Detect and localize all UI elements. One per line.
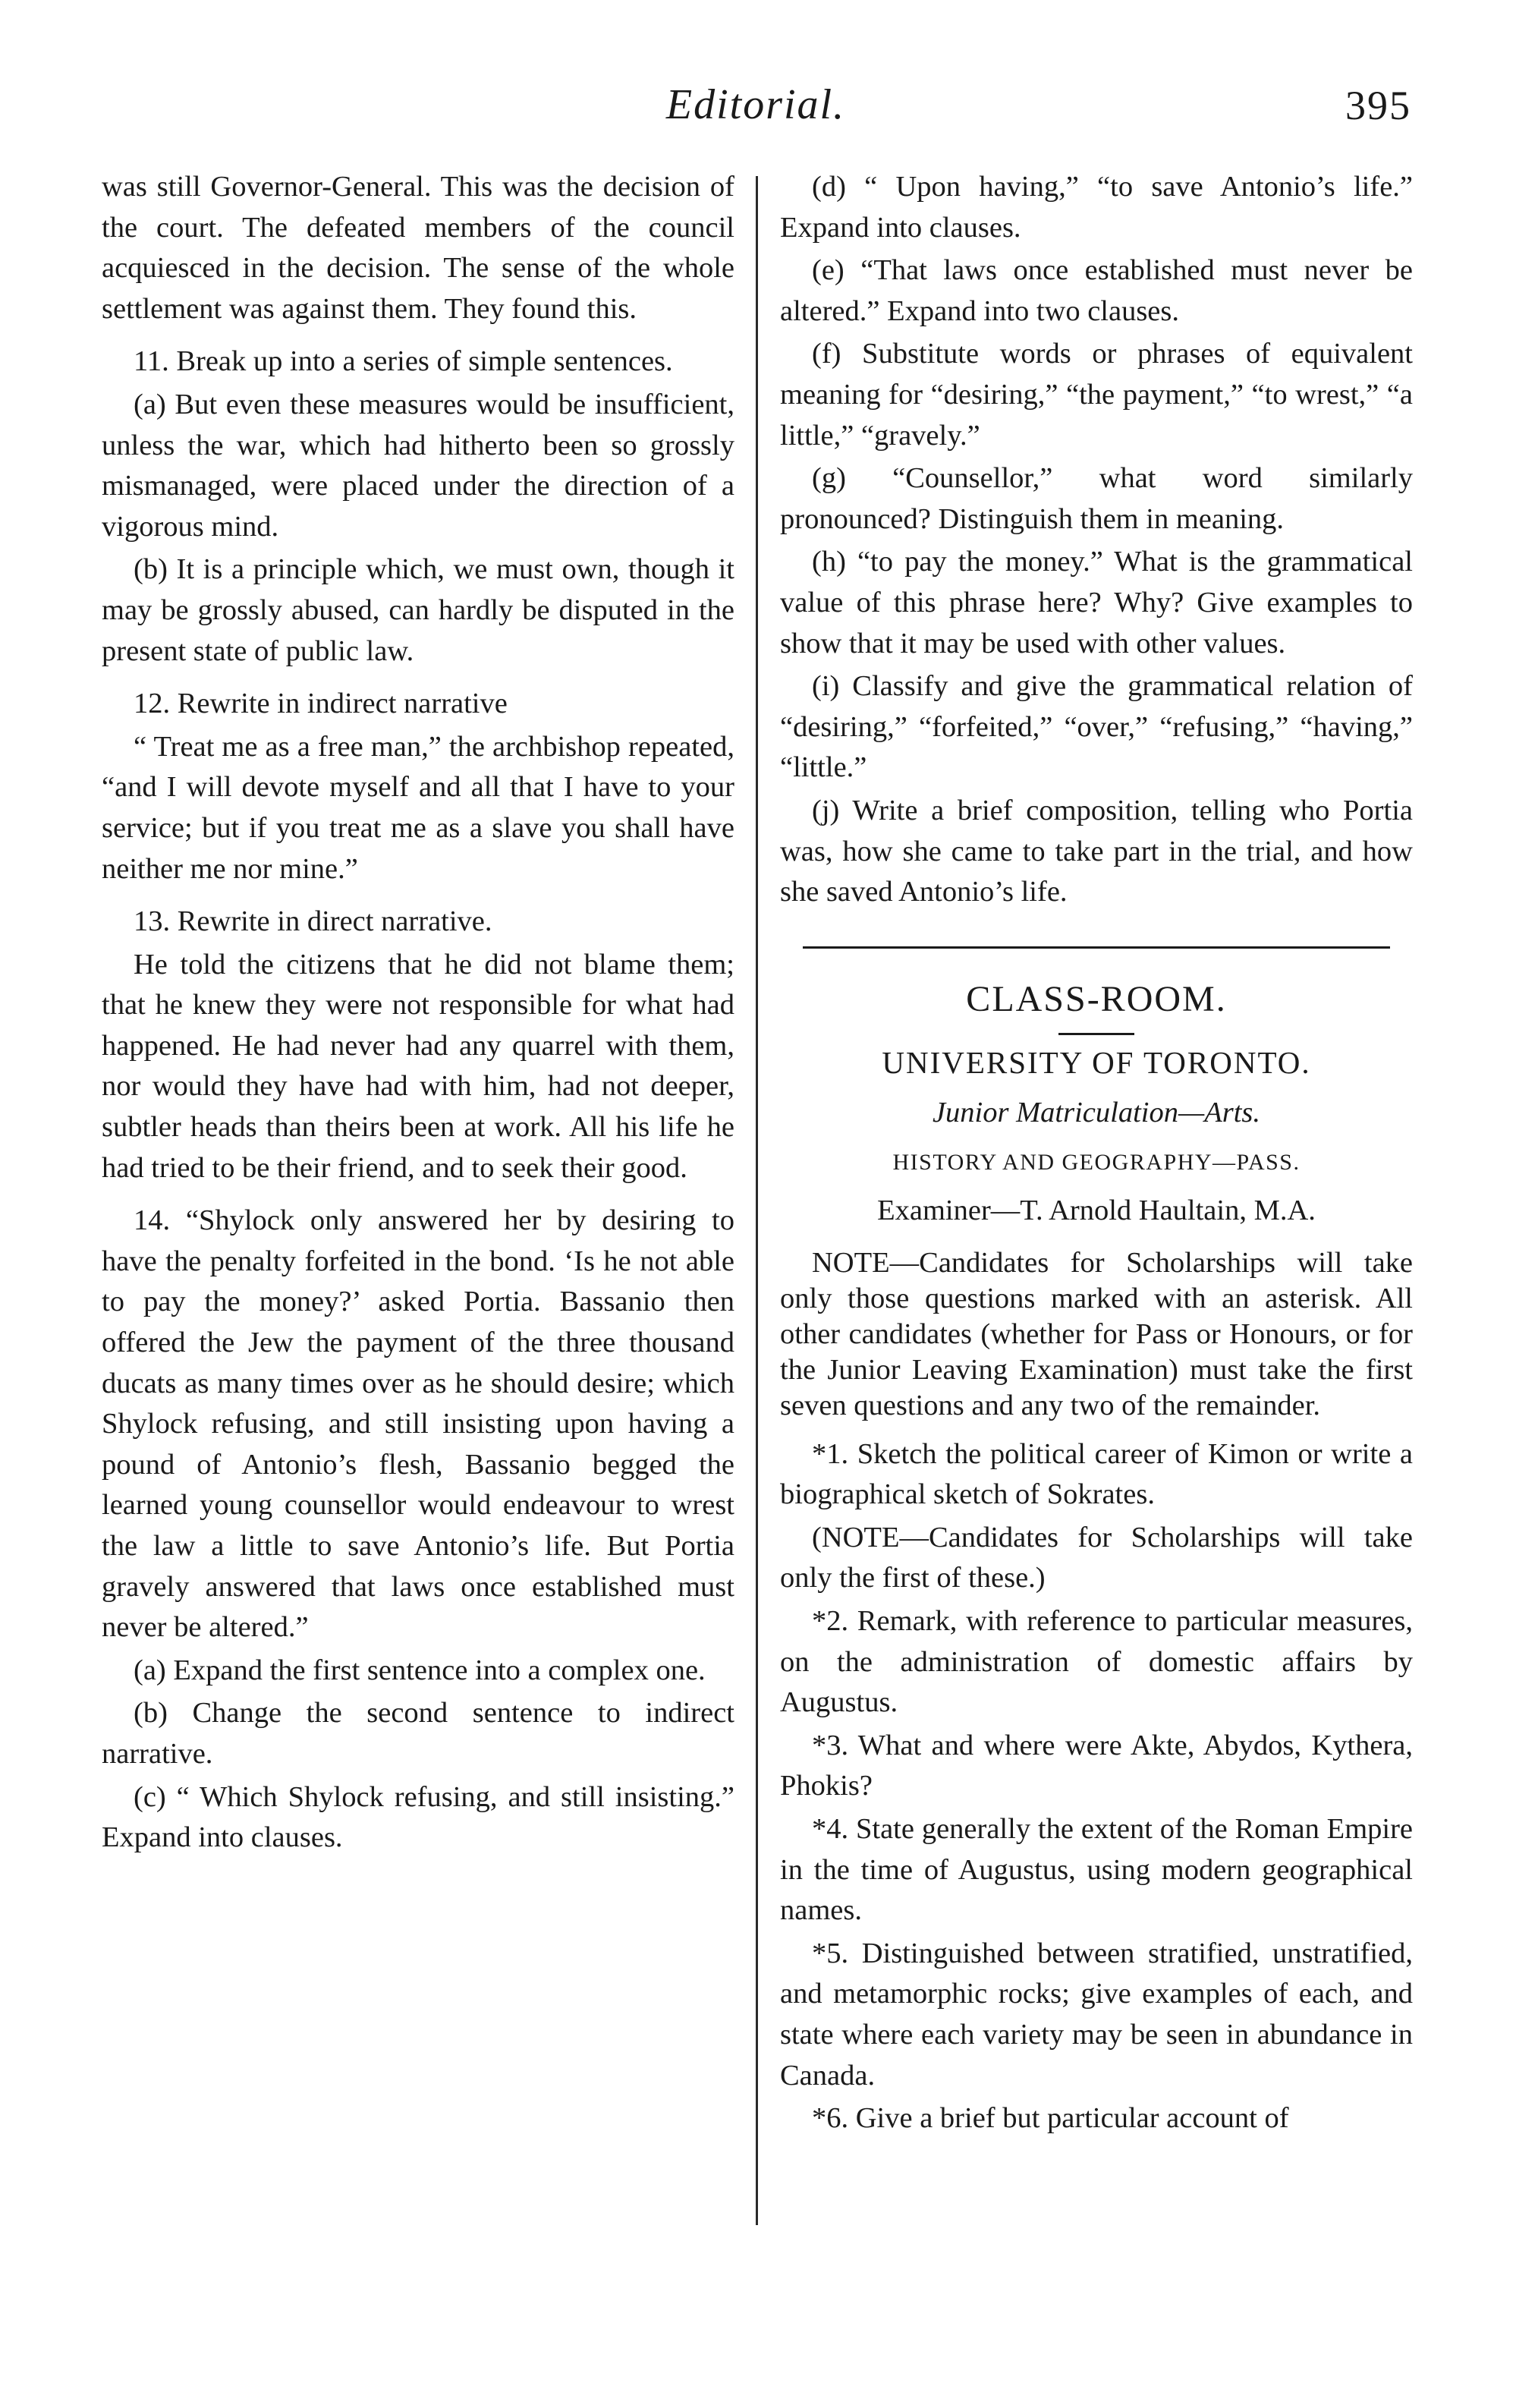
- question-14-b: (b) Change the second sentence to indirect narrative.: [102, 1697, 734, 1770]
- section-divider: [803, 946, 1390, 949]
- subject-heading: HISTORY AND GEOGRAPHY—PASS.: [892, 1150, 1301, 1176]
- question-14-d: (d) “ Upon having,” “to save Antonio’s life.” Expand into clauses.: [780, 171, 1413, 244]
- question-14-f: (f) Substitute words or phrases of equivalent meaning for “desiring,” “the payment,” “to wrest,” “a little,” “gravely.”: [780, 338, 1413, 452]
- question-13-passage: He told the citizens that he did not blame them; that he knew they were not responsible for what had happened. He had never had any quarrel with them, nor would they have had with him, had not deeper, subtler heads than theirs been at work. All his life he had tried to be their friend, and to seek their good.: [102, 948, 734, 1184]
- question-11: 11. Break up into a series of simple sentences.: [134, 345, 673, 378]
- question-14-j: (j) Write a brief composition, telling who Portia was, how she came to take part in the trial, and how she saved Antonio’s life.: [780, 794, 1413, 908]
- right-column: [780, 167, 1413, 2142]
- exam-question: *3. What and where were Akte, Abydos, Kythera, Phokis?: [780, 1729, 1413, 1802]
- question-13: 13. Rewrite in direct narrative.: [134, 905, 492, 938]
- university-heading: UNIVERSITY OF TORONTO.: [882, 1045, 1311, 1081]
- question-11-a: (a) But even these measures would be insufficient, unless the war, which had hitherto been so grossly mismanaged, were placed under the direction of a vigorous mind.: [102, 388, 734, 543]
- exam-note: NOTE—Candidates for Scholarships will take only those questions marked with an asterisk. All other candidates (whether for Pass or Honours, or for the Junior Leaving Examination) must take the first seven questions and any two of the remainder.: [780, 1246, 1413, 1421]
- paragraph: was still Governor-General. This was the decision of the court. The defeated members of the council acquiesced in the decision. The sense of the whole settlement was against them. They found this.: [102, 171, 734, 325]
- short-rule: [1058, 1033, 1134, 1035]
- question-11-b: (b) It is a principle which, we must own, though it may be grossly abused, can hardly be disputed in the present state of public law.: [102, 553, 734, 667]
- question-12-quote: “ Treat me as a free man,” the archbishop repeated, “and I will devote myself and all that I have to your service; but if you treat me as a slave you shall have neither me nor mine.”: [102, 730, 734, 885]
- question-14-a: (a) Expand the first sentence into a complex one.: [134, 1654, 706, 1686]
- column-divider: [756, 176, 758, 2225]
- question-14-c: (c) “ Which Shylock refusing, and still insisting.” Expand into clauses.: [102, 1780, 734, 1854]
- left-column: [102, 167, 734, 1861]
- running-header: [100, 80, 1411, 141]
- question-14-h: (h) “to pay the money.” What is the grammatical value of this phrase here? Why? Give examples to show that it may be used with other values.: [780, 546, 1413, 659]
- question-14: 14. “Shylock only answered her by desiring to have the penalty forfeited in the bond. ‘Is he not able to pay the money?’ asked Portia. Bassanio then offered the Jew the payment of the three thousand ducats as many times over as he should desire; which Shylock refusing, and still insisting upon having a pound of Antonio’s flesh, Bassanio begged the learned young counsellor would endeavour to wrest the law a little to save Antonio’s life. But Portia gravely answered that laws once established must never be altered.”: [102, 1204, 734, 1644]
- exam-subheading: Junior Matriculation—Arts.: [932, 1096, 1261, 1128]
- exam-question: *2. Remark, with reference to particular measures, on the administration of domestic affairs by Augustus.: [780, 1605, 1413, 1719]
- question-14-i: (i) Classify and give the grammatical relation of “desiring,” “forfeited,” “over,” “refusing,” “having,” “little.”: [780, 670, 1413, 784]
- exam-question: *6. Give a brief but particular account of: [812, 2102, 1289, 2135]
- question-14-e: (e) “That laws once established must never be altered.” Expand into two clauses.: [780, 254, 1413, 327]
- examiner-line: Examiner—T. Arnold Haultain, M.A.: [877, 1195, 1316, 1227]
- exam-question: *5. Distinguished between stratified, unstratified, and metamorphic rocks; give examples of each, and state where each variety may be seen in abundance in Canada.: [780, 1937, 1413, 2092]
- section-heading: CLASS-ROOM.: [966, 978, 1227, 1019]
- page-number: 395: [1345, 83, 1411, 128]
- exam-question-note: (NOTE—Candidates for Scholarships will take only the first of these.): [780, 1521, 1413, 1594]
- question-12: 12. Rewrite in indirect narrative: [134, 688, 508, 720]
- exam-question: *1. Sketch the political career of Kimon or write a biographical sketch of Sokrates.: [780, 1437, 1413, 1511]
- running-title: Editorial.: [665, 81, 846, 128]
- question-14-g: (g) “Counsellor,” what word similarly pronounced? Distinguish them in meaning.: [780, 462, 1413, 535]
- exam-question: *4. State generally the extent of the Roman Empire in the time of Augustus, using modern geographical names.: [780, 1813, 1413, 1927]
